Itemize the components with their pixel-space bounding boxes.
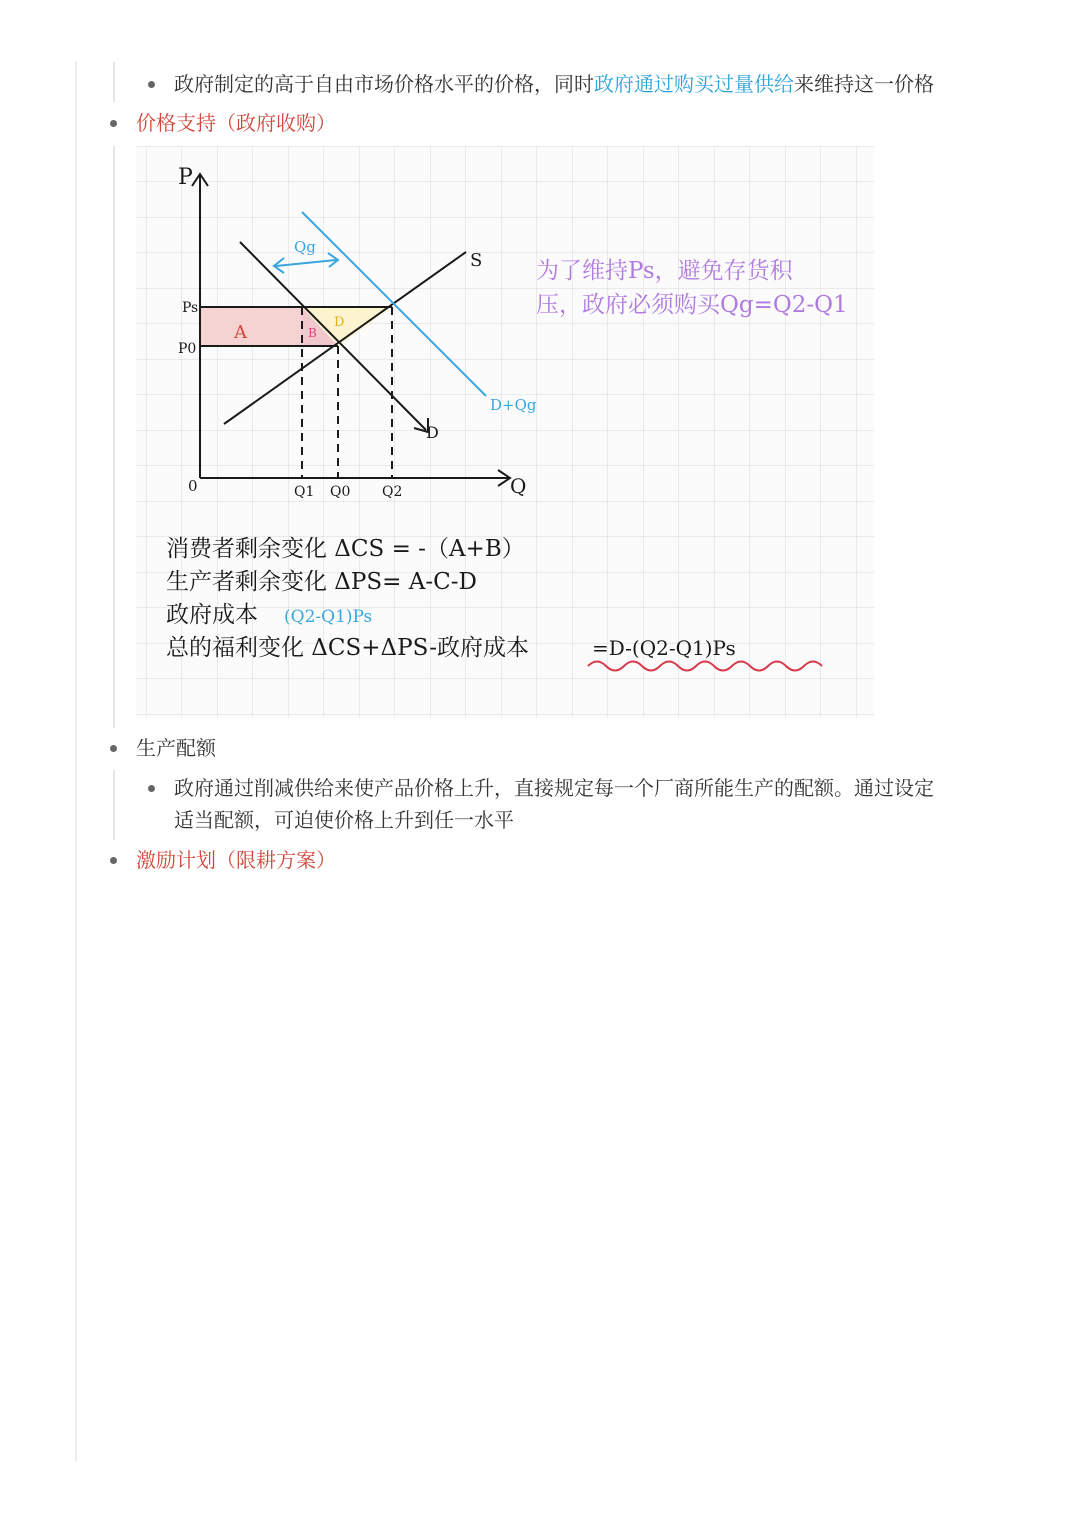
equation-consumer-surplus: 消费者剩余变化 ΔCS = -（A+B） bbox=[166, 536, 525, 562]
list-item-top-sub bbox=[148, 68, 934, 100]
item-production-quota-label: 生产配额 bbox=[136, 736, 216, 760]
label-demand-plus-qg: D+Qg bbox=[490, 396, 537, 414]
bullet-dot bbox=[110, 120, 117, 127]
list-item-incentive bbox=[110, 844, 336, 876]
quota-description-line-2: 适当配额，可迫使价格上升到任一水平 bbox=[174, 808, 514, 832]
bullet-dot bbox=[148, 81, 155, 88]
equation-total-welfare-formula: =D-(Q2-Q1)Ps bbox=[592, 636, 736, 660]
bullet-dot bbox=[110, 745, 117, 752]
label-q2: Q2 bbox=[382, 484, 403, 500]
list-item-quota-description bbox=[148, 772, 1018, 836]
equation-government-cost-formula: (Q2-Q1)Ps bbox=[284, 607, 373, 627]
area-a-fill bbox=[200, 307, 302, 346]
list-item-price-support bbox=[110, 107, 336, 139]
top-sub-text: 政府制定的高于自由市场价格水平的价格，同时政府通过购买过量供给来维持这一价格 bbox=[174, 72, 934, 96]
label-ps: Ps bbox=[182, 300, 199, 316]
label-q1: Q1 bbox=[294, 484, 315, 500]
axis-label-p: P bbox=[178, 165, 193, 190]
axis-label-q: Q bbox=[510, 474, 527, 498]
nested-rule-top bbox=[113, 62, 115, 102]
label-supply: S bbox=[470, 250, 483, 271]
bullet-dot bbox=[148, 785, 155, 792]
area-d-label: D bbox=[334, 315, 345, 330]
heading-incentive: 激励计划（限耕方案） bbox=[136, 848, 336, 872]
nested-rule-quota bbox=[113, 770, 115, 840]
label-p0: P0 bbox=[178, 341, 197, 357]
equation-total-welfare-text: 总的福利变化 ΔCS+ΔPS-政府成本 bbox=[166, 635, 530, 661]
equation-producer-surplus: 生产者剩余变化 ΔPS= A-C-D bbox=[166, 569, 477, 595]
area-a-label: A bbox=[234, 322, 247, 343]
grid-lines bbox=[136, 146, 874, 718]
label-qg: Qg bbox=[294, 238, 316, 256]
quota-description bbox=[174, 772, 934, 836]
note-line-2: 压，政府必须购买Qg=Q2-Q1 bbox=[536, 292, 848, 318]
note-line-1: 为了维持Ps，避免存货积 bbox=[536, 258, 793, 284]
page-left-rule bbox=[75, 62, 77, 1462]
list-item-production-quota bbox=[110, 732, 216, 764]
price-support-sketch bbox=[136, 146, 874, 718]
heading-price-support: 价格支持（政府收购） bbox=[136, 111, 336, 135]
equation-government-cost-text: 政府成本 bbox=[166, 602, 258, 628]
label-q0: Q0 bbox=[330, 484, 351, 500]
quota-description-line-1: 政府通过削减供给来使产品价格上升，直接规定每一个厂商所能生产的配额。通过设定 bbox=[174, 776, 934, 800]
label-demand: D bbox=[426, 423, 439, 442]
nested-rule-figure bbox=[113, 146, 115, 728]
bullet-dot bbox=[110, 857, 117, 864]
highlight-link-text: 政府通过购买过量供给 bbox=[594, 72, 794, 96]
area-b-label: B bbox=[308, 326, 317, 340]
origin-label: 0 bbox=[188, 477, 198, 495]
